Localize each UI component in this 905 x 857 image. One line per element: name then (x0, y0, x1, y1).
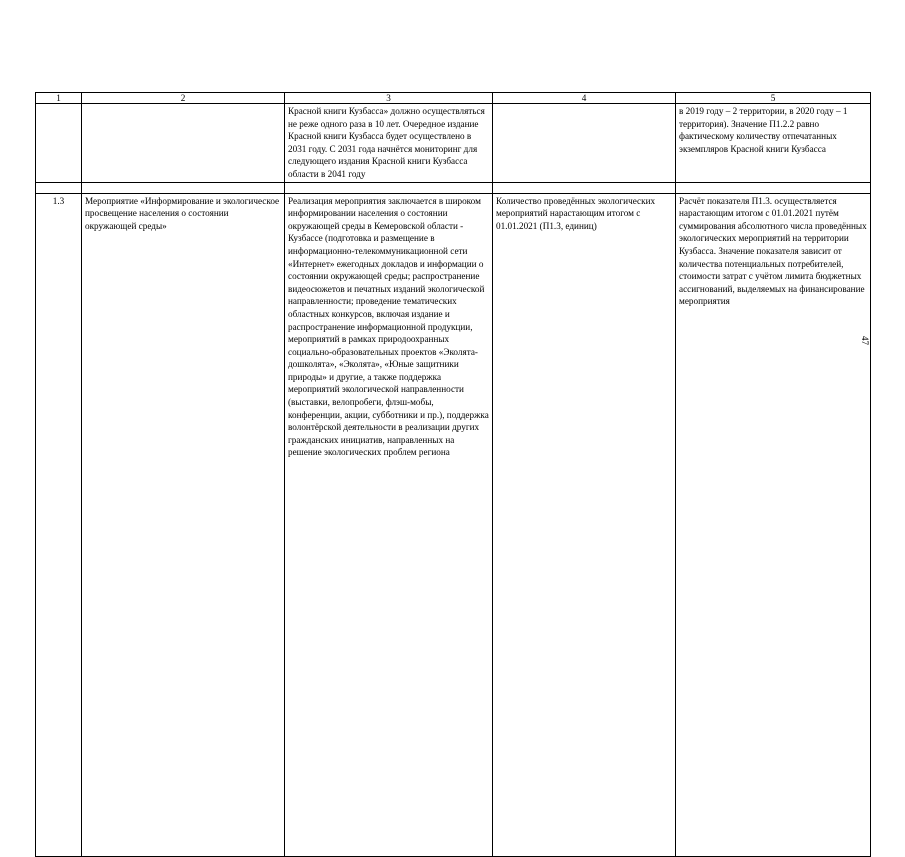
column-number: 1 (36, 93, 82, 104)
measure-name: Мероприятие «Информирование и экологическое просвещение населения о состоянии окружающей среды» (82, 193, 285, 460)
table-row (36, 193, 871, 460)
table-row (36, 104, 871, 183)
calculation-method: в 2019 году – 2 территории, в 2020 году – 1 территория). Значение П1.2.2 равно фактическому количеству отпечатанных экземпляров Красной книги Кузбасса (676, 104, 871, 183)
measure-description: Реализация мероприятия заключается в широком информировании населения о состоянии окружающей среды в Кемеровской области - Кузбассе (подготовка и размещение в информационно-телекоммуникационной сети «Интернет» ежегодных докладов и информации о состоянии окружающей среды; распространение видеосюжетов и печатных изданий экологической направленности; проведение тематических областных конкурсов, включая издание и распространение информационной продукции, мероприятий в рамках природоохранных социально-образовательных проектов «Эколята-дошколята», «Эколята», «Юные защитники природы» и другие, а также поддержка мероприятий экологической направленности (выставки, велопробеги, флэш-мобы, конференции, акции, субботники и пр.), поддержка волонтёрской деятельности в реализации других гражданских инициатив, направленных на решение экологических проблем региона (285, 193, 493, 460)
row-filler (36, 460, 871, 857)
indicator-name (493, 104, 676, 183)
measure-description: Красной книги Кузбасса» должно осуществляться не реже одного раза в 10 лет. Очередное издание Красной книги Кузбасса будет осуществлено в 2031 году. С 2031 года начнётся мониторинг для следующего издания Красной книги Кузбасса области в 2041 году (285, 104, 493, 183)
row-number: 1.3 (36, 193, 82, 460)
calculation-method: Расчёт показателя П1.3. осуществляется нарастающим итогом с 01.01.2021 путём суммирования абсолютного числа проведённых экологических мероприятий на территории Кузбасса. Значение показателя зависит от количества потенциальных потребителей, стоимости затрат с учётом лимита бюджетных ассигнований, выделяемых на финансирование мероприятия (676, 193, 871, 460)
column-number-row (36, 93, 871, 104)
measure-name (82, 104, 285, 183)
column-number: 3 (285, 93, 493, 104)
row-number (36, 104, 82, 183)
row-spacer (36, 182, 871, 193)
page-number: 47 (860, 336, 870, 345)
document-table (35, 92, 871, 857)
indicator-name: Количество проведённых экологических мероприятий нарастающим итогом с 01.01.2021 (П1.3, единиц) (493, 193, 676, 460)
column-number: 4 (493, 93, 676, 104)
column-number: 2 (82, 93, 285, 104)
column-number: 5 (676, 93, 871, 104)
